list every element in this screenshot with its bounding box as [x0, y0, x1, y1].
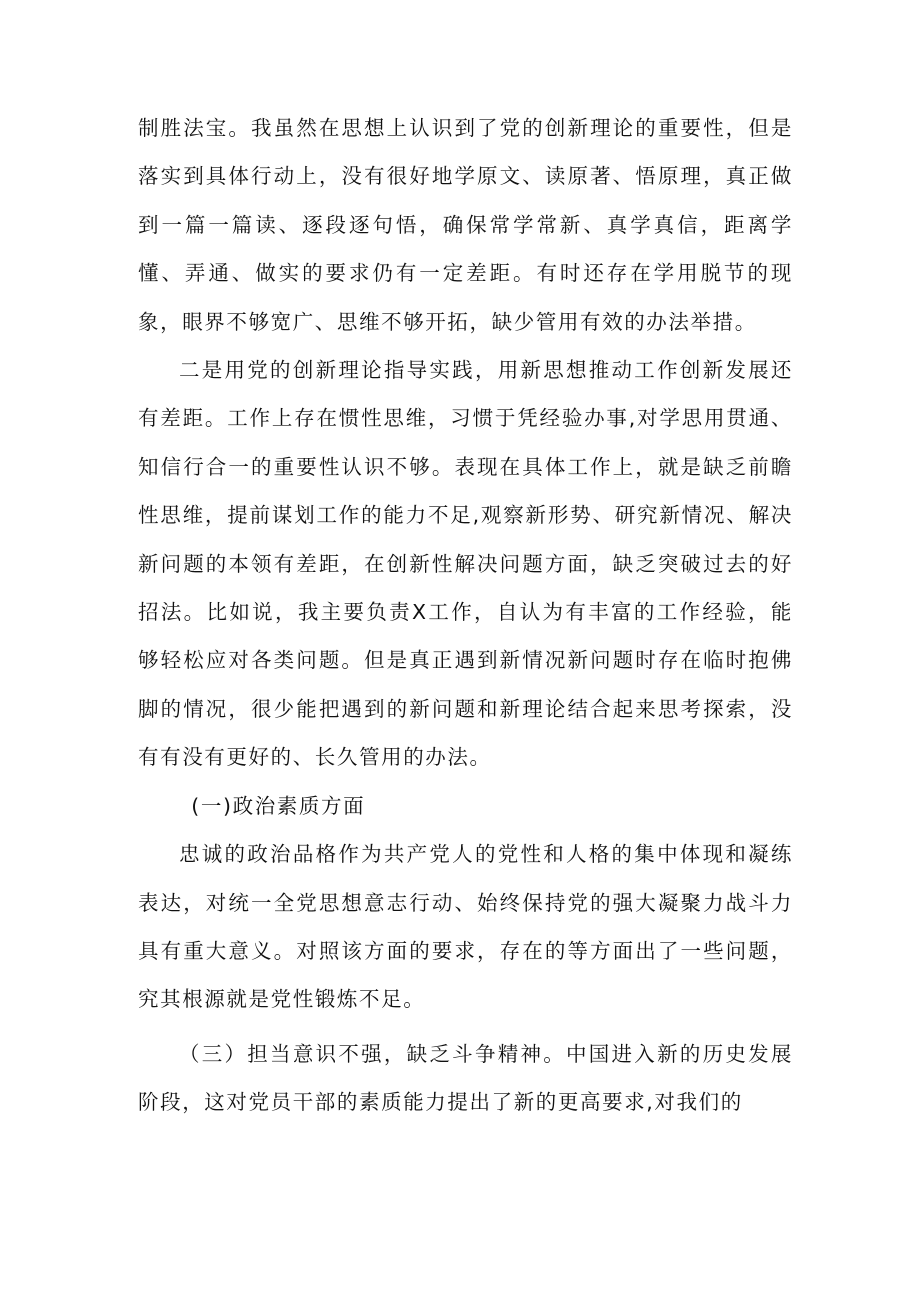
paragraph-responsibility: （三）担当意识不强，缺乏斗争精神。中国进入新的历史发展阶段，这对党员干部的素质能力提出了新的更高要求,对我们的	[138, 1041, 793, 1115]
paragraph-theory-practice: 二是用党的创新理论指导实践，用新思想推动工作创新发展还有差距。工作上存在惯性思维，习惯于凭经验办事,对学思用贯通、知信行合一的重要性认识不够。表现在具体工作上，就是缺乏前瞻性思维，提前谋划工作的能力不足,观察新形势、研究新情况、解决新问题的本领有差距，在创新性解决问题方面，缺乏突破过去的好招法。比如说，我主要负责X工作，自认为有丰富的工作经验，能够轻松应对各类问题。但是真正遇到新情况新问题时存在临时抱佛脚的情况，很少能把遇到的新问题和新理论结合起来思考探索，没有有没有更好的、长久管用的办法。	[138, 358, 793, 770]
paragraph-theory-learning: 制胜法宝。我虽然在思想上认识到了党的创新理论的重要性，但是落实到具体行动上，没有很好地学原文、读原著、悟原理，真正做到一篇一篇读、逐段逐句悟，确保常学常新、真学真信，距离学懂、弄通、做实的要求仍有一定差距。有时还存在学用脱节的现象，眼界不够宽广、思维不够开拓，缺少管用有效的办法举措。	[138, 116, 793, 334]
document-body	[138, 104, 793, 1127]
paragraph-political-loyalty: 忠诚的政治品格作为共产党人的党性和人格的集中体现和凝练表达，对统一全党思想意志行动、始终保持党的强大凝聚力战斗力具有重大意义。对照该方面的要求，存在的等方面出了一些问题，究其根源就是党性锻炼不足。	[138, 842, 793, 1012]
section-heading-political-quality: (一)政治素质方面	[191, 793, 366, 818]
